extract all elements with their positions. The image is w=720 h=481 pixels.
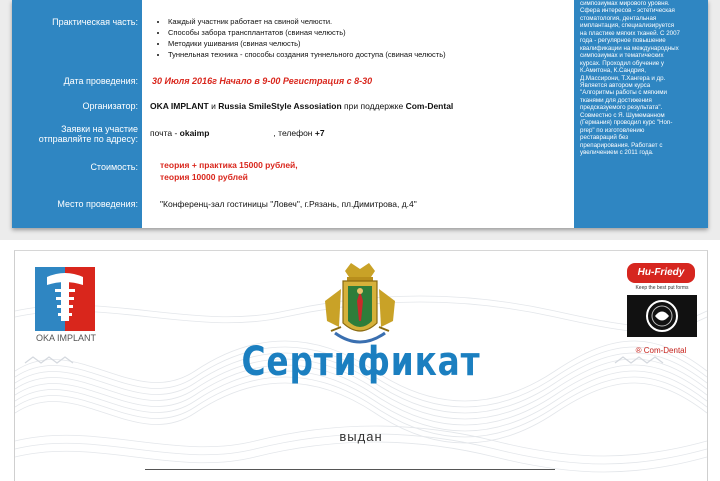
practice-item: • Каждый участник работает на свиной челюсти. <box>168 16 446 27</box>
practice-item: • Туннельная техника - способы создания туннельного доступа (свиная челюсть) <box>168 49 446 60</box>
organizer-comdental: Com-Dental <box>405 101 454 111</box>
bio-line: Сфера интересов - эстетическая <box>580 7 675 15</box>
speaker-bio-column <box>574 0 708 228</box>
practice-item: • Способы забора трансплантатов (свиная челюсть) <box>168 27 446 38</box>
organizer-russia: Russia SmileStyle Assosiation <box>218 101 342 111</box>
recipient-name-line <box>145 469 555 470</box>
certificate-issued-label: выдан <box>339 429 383 444</box>
applications-label-1: Заявки на участие <box>61 124 138 134</box>
place-label: Место проведения: <box>57 199 138 209</box>
sponsor-emblem-logo <box>627 295 697 337</box>
organizer-support: при поддержке <box>341 101 406 111</box>
organizer-and: и <box>208 101 219 111</box>
mail-prefix: почта - <box>150 128 180 138</box>
contacts-value <box>150 128 325 138</box>
practice-list <box>158 16 446 60</box>
bio-line: Д.Массирони, Т.Хангера и др. <box>580 74 666 82</box>
bio-line: реставраций без <box>580 134 629 142</box>
practice-item: • Методики ушивания (свиная челюсть) <box>168 38 446 49</box>
phone-value: +7 <box>314 128 325 138</box>
organizer-value <box>150 101 453 111</box>
organizer-oka: OKA IMPLANT <box>150 101 209 111</box>
bio-line: на пластике мягких тканей. С 2007 <box>580 29 680 37</box>
hu-friedy-logo: Hu-Friedy <box>627 263 695 283</box>
bio-line: "Алгоритмы работы с мягкими <box>580 89 667 97</box>
date-value: 30 Июля 2016г Начало в 9-00 Регистрация с 8-30 <box>152 76 373 86</box>
bio-line: квалификации на международных <box>580 44 679 52</box>
bio-line: prep" по изготовлению <box>580 126 645 134</box>
top-info-panel <box>0 0 720 240</box>
cost-label: Стоимость: <box>90 162 138 172</box>
speaker-bio-text <box>580 0 704 157</box>
com-dental-logo: ® Com-Dental <box>635 346 687 355</box>
bio-line: (Германия) проводил курс "Нon- <box>580 119 673 127</box>
bio-line: стоматология, дентальная <box>580 14 657 22</box>
course-info-card <box>12 0 708 228</box>
cost-line-2: теория 10000 рублей <box>160 172 248 182</box>
applications-label-2: отправляйте по адресу: <box>38 134 138 144</box>
certificate <box>14 250 708 481</box>
phone-prefix: , телефон <box>273 128 315 138</box>
bio-line: Является автором курса <box>580 81 651 89</box>
bio-line: тканями для достижения <box>580 96 652 104</box>
bio-line: Совместно с Я. Шумеманном <box>580 111 665 119</box>
oka-implant-logo <box>35 267 95 331</box>
certificate-title: Сертификат <box>241 339 481 385</box>
bio-line: имплантация, специализируется <box>580 22 675 30</box>
bio-line: увеличением с 2011 года. <box>580 149 654 157</box>
bio-line: курсах. Проходил обучение у <box>580 59 665 67</box>
oka-implant-label: OKA IMPLANT <box>35 333 97 343</box>
bio-line: симпозиумах и тематических <box>580 52 664 60</box>
label-column <box>12 0 142 228</box>
bio-line: года - регулярное повышение <box>580 37 666 45</box>
cost-line-1: теория + практика 15000 рублей, <box>160 160 298 170</box>
place-value: "Конференц-зал гостиницы "Ловеч", г.Рязань, пл.Димитрова, д.4" <box>160 199 417 209</box>
bio-line: симпозиумах мирового уровня. <box>580 0 670 7</box>
date-label: Дата проведения: <box>63 76 138 86</box>
bio-line: К.Амитона, К.Сандрия, <box>580 67 646 75</box>
bio-line: предсказуемого результата". <box>580 104 663 112</box>
bio-line: препарирования. Работает с <box>580 141 663 149</box>
organizer-label: Организатор: <box>82 101 138 111</box>
practice-label: Практическая часть: <box>52 17 138 27</box>
mail-value: okaimp <box>179 128 210 138</box>
hu-friedy-tagline: Keep the best put forms <box>635 285 689 291</box>
